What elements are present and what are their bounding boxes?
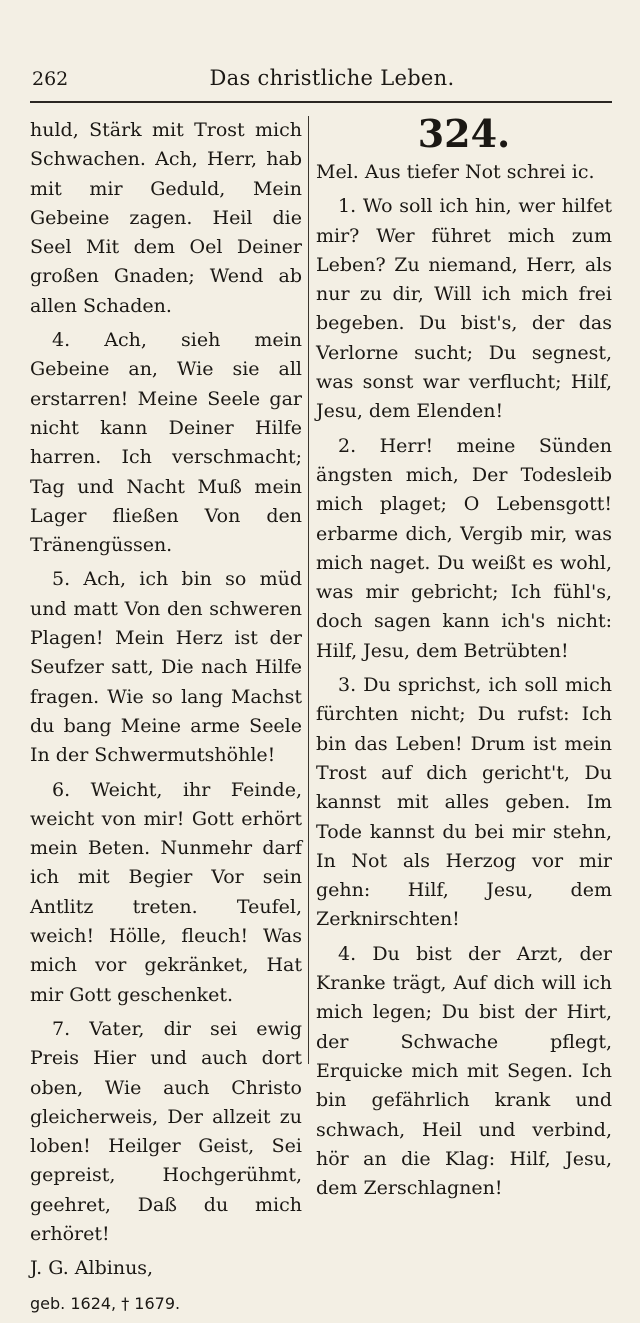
right-column (316, 111, 612, 1208)
author-name: J. G. Albinus, (30, 1257, 154, 1280)
stanza-7: 7. Vater, dir sei ewig Preis Hier und auch dort oben, Wie auch Christo gleicherweis, Der allzeit zu loben! Heilger Geist, Sei gepreist, Hochgerühmt, geehret, Daß du mich erhöret! (30, 1017, 302, 1245)
header-rule (30, 101, 612, 103)
stanza-continuation: huld, Stärk mit Trost mich Schwachen. Ach, Herr, hab mit mir Geduld, Mein Gebeine zagen. Heil die Seel Mit dem Oel Deiner großen Gnaden; Wend ab allen Schaden. (30, 119, 302, 317)
stanza-1: 1. Wo soll ich hin, wer hilfet mir? Wer führet mich zum Leben? Zu niemand, Herr, als nur zu dir, Will ich mich frei begeben. Du bist's, der das Verlorne sucht; Du segnest, was sonst war verflucht; Hilf, Jesu, dem Elenden! (316, 195, 612, 423)
page-number: 262 (32, 68, 69, 90)
left-column (30, 116, 302, 1323)
stanza-3: 3. Du sprichst, ich soll mich fürchten nicht; Du rufst: Ich bin das Leben! Drum ist mein Trost auf dich gericht't, Du kannst mit alles geben. Im Tode kannst du bei mir stehn, In Not als Herzog vor mir gehn: Hilf, Jesu, dem Zerknirschten! (316, 674, 612, 931)
melody-line: Mel. Aus tiefer Not schrei ic. (316, 161, 595, 183)
stanza-5: 5. Ach, ich bin so müd und matt Von den schweren Plagen! Mein Herz ist der Seufzer satt, Die nach Hilfe fragen. Wie so lang Machst du bang Meine arme Seele In der Schwermutshöhle! (30, 568, 302, 767)
author-dates: geb. 1624, † 1679. (30, 1293, 181, 1313)
stanza-2: 2. Herr! meine Sünden ängsten mich, Der Todesleib mich plaget; O Lebensgott! erbarme dich, Vergib mir, was mich naget. Du weißt es wohl, was mir gebricht; Ich fühl's, doch sagen kann ich's nicht: Hilf, Jesu, dem Betrübten! (316, 434, 612, 662)
stanza-6: 6. Weicht, ihr Feinde, weicht von mir! Gott erhört mein Beten. Nunmehr darf ich mit Begier Vor sein Antlitz treten. Teufel, weich! Hölle, fleuch! Was mich vor gekränket, Hat mir Gott geschenket. (30, 778, 302, 1006)
stanza-4-right: 4. Du bist der Arzt, der Kranke trägt, Auf dich will ich mich legen; Du bist der Hirt, der Schwache pflegt, Erquicke mich mit Segen. Ich bin gefährlich krank und schwach, Heil und verbind, hör an die Klag: Hilf, Jesu, dem Zerschlagnen! (316, 942, 612, 1200)
stanza-4: 4. Ach, sieh mein Gebeine an, Wie sie all erstarren! Meine Seele gar nicht kann Deiner Hilfe harren. Ich verschmacht; Tag und Nacht Muß mein Lager fließen Von den Tränengüssen. (30, 329, 302, 557)
running-title: Das christliche Leben. (209, 66, 455, 90)
hymn-number: 324. (417, 111, 511, 156)
page-header (32, 66, 612, 96)
column-divider (308, 116, 309, 1064)
